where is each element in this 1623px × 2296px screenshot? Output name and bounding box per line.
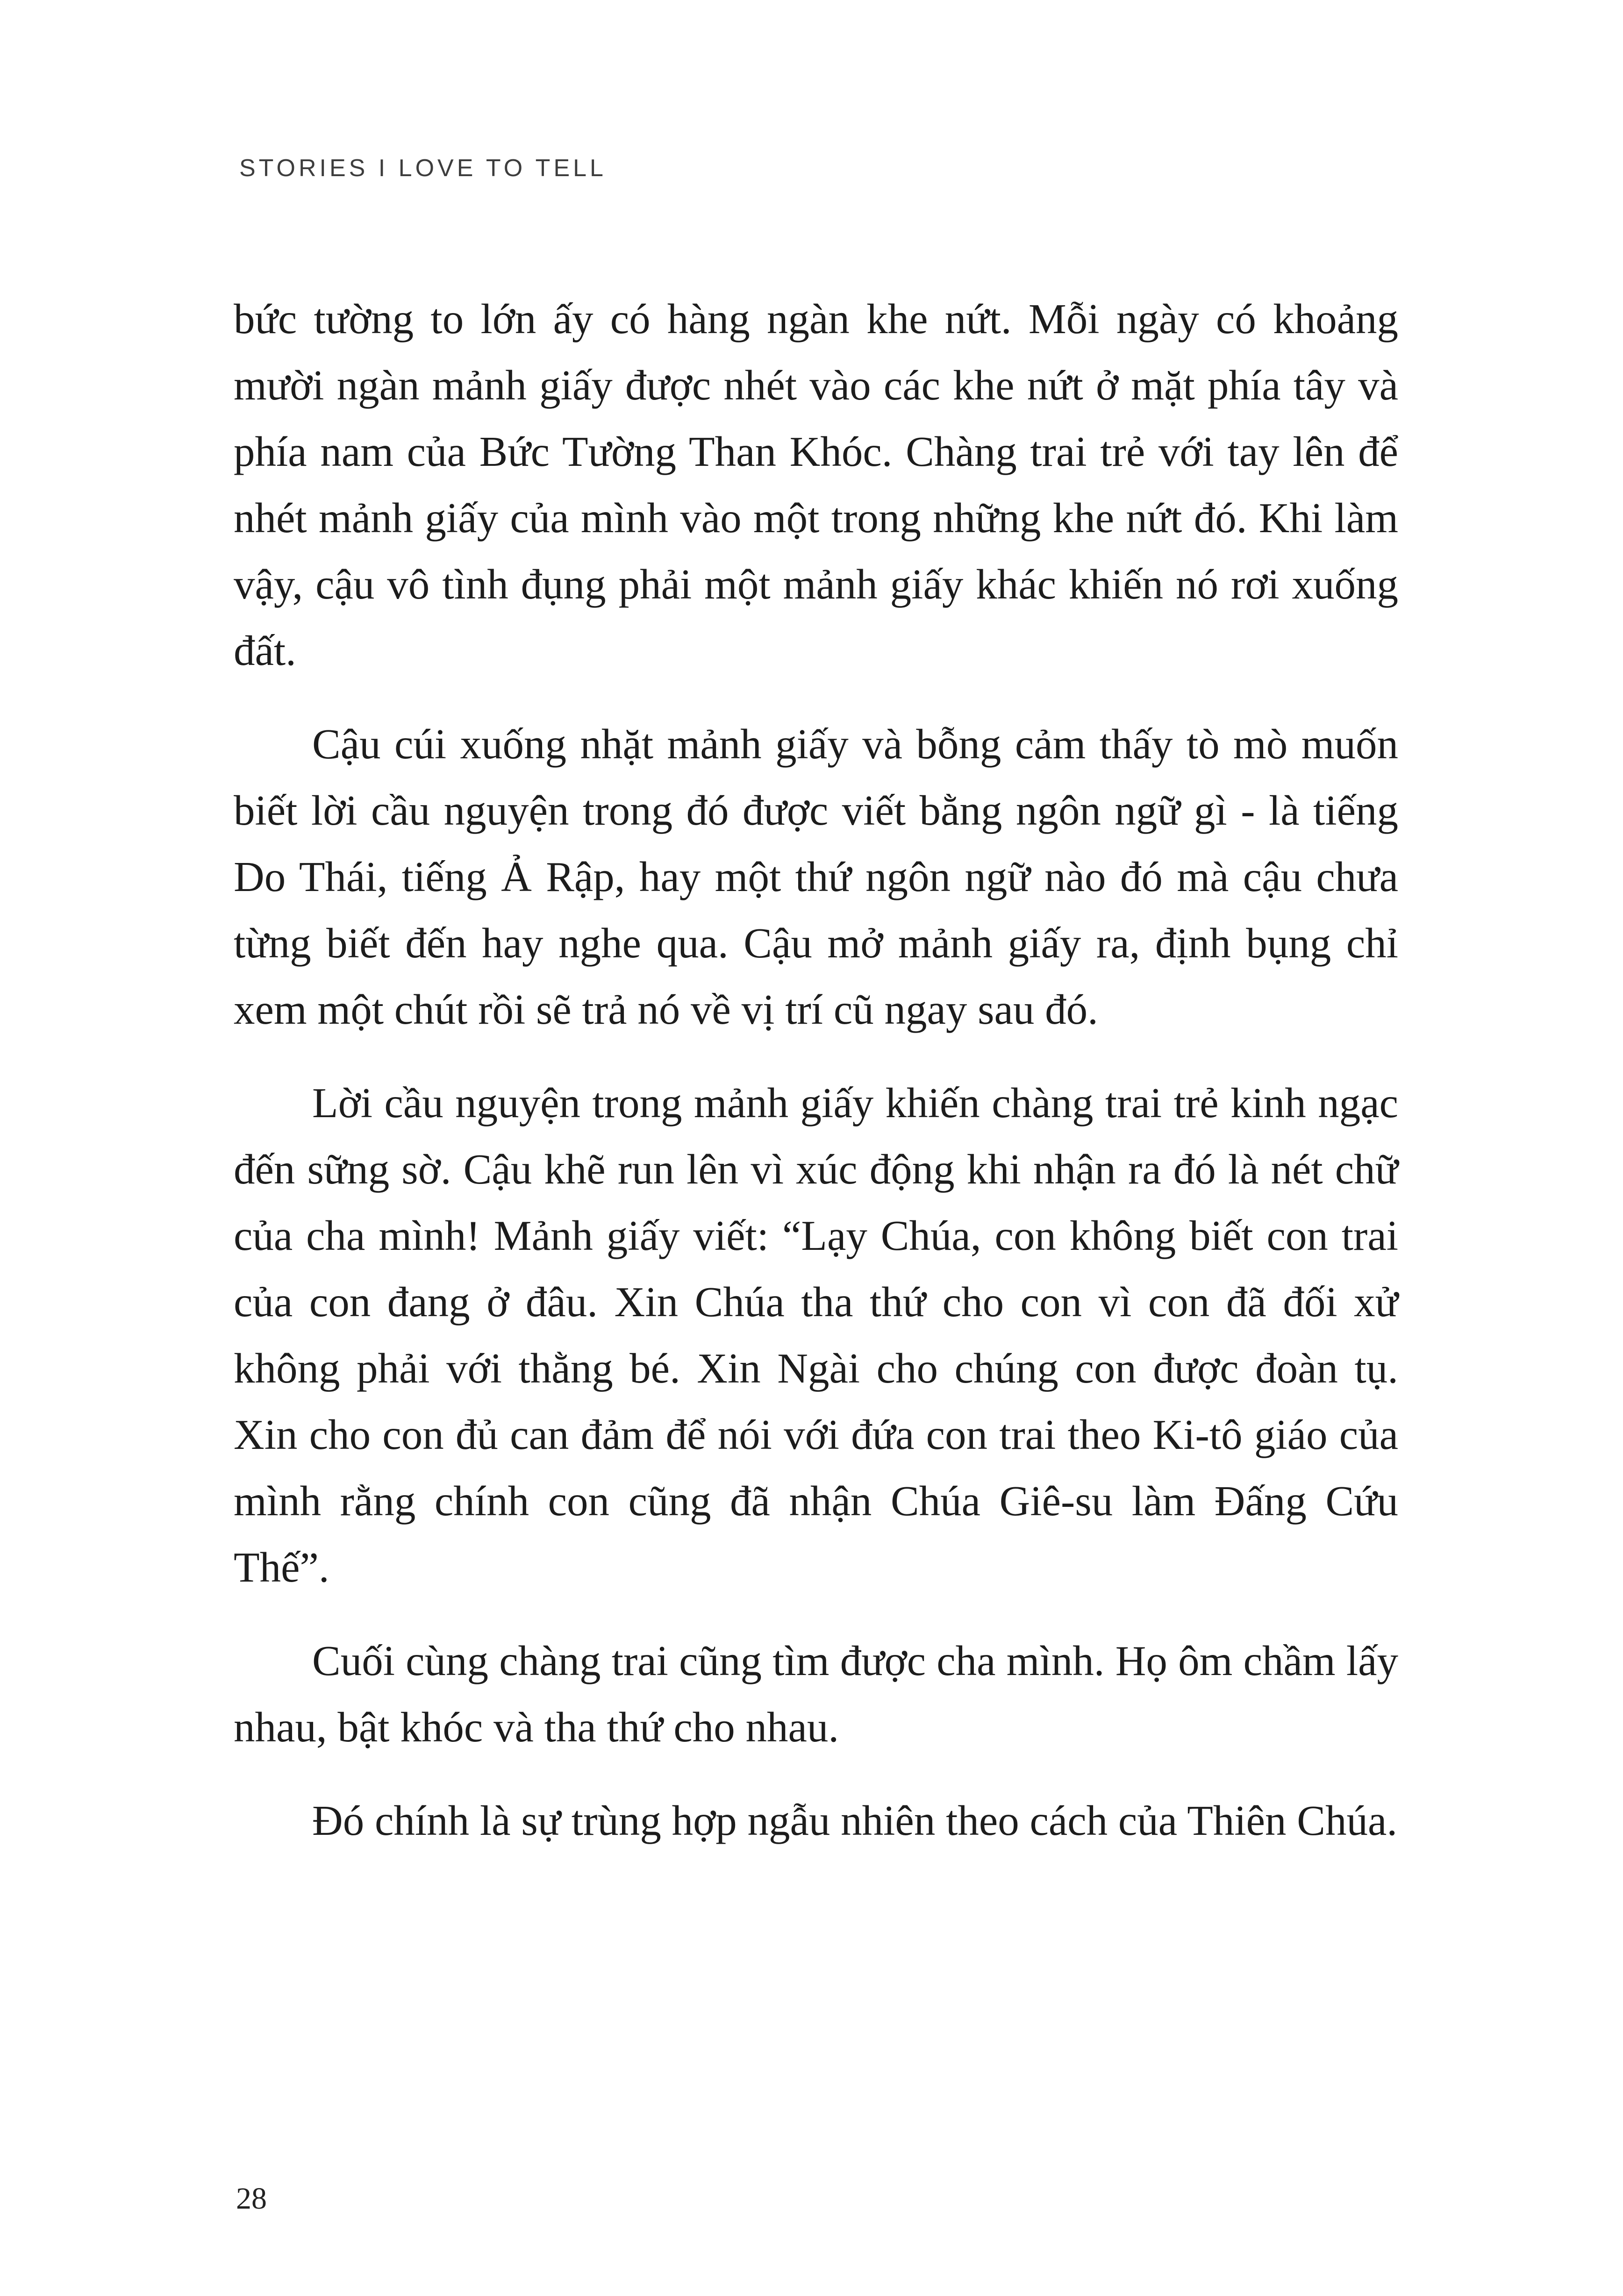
paragraph: Cuối cùng chàng trai cũng tìm được cha mình. Họ ôm chầm lấy nhau, bật khóc và tha thứ cho nhau. <box>234 1637 1398 1751</box>
paragraph: Cậu cúi xuống nhặt mảnh giấy và bỗng cảm thấy tò mò muốn biết lời cầu nguyện trong đó được viết bằng ngôn ngữ gì - là tiếng Do Thái, tiếng Ả Rập, hay một thứ ngôn ngữ nào đó mà cậu chưa từng biết đến hay nghe qua. Cậu mở mảnh giấy ra, định bụng chỉ xem một chút rồi sẽ trả nó về vị trí cũ ngay sau đó. <box>234 720 1398 1033</box>
page-number: 28 <box>236 2182 267 2216</box>
body-paragraphs <box>234 286 1398 1854</box>
running-header: STORIES I LOVE TO TELL <box>239 155 607 182</box>
paragraph: Lời cầu nguyện trong mảnh giấy khiến chàng trai trẻ kinh ngạc đến sững sờ. Cậu khẽ run lên vì xúc động khi nhận ra đó là nét chữ của cha mình! Mảnh giấy viết: “Lạy Chúa, con không biết con trai của con đang ở đâu. Xin Chúa tha thứ cho con vì con đã đối xử không phải với thằng bé. Xin Ngài cho chúng con được đoàn tụ. Xin cho con đủ can đảm để nói với đứa con trai theo Ki-tô giáo của mình rằng chính con cũng đã nhận Chúa Giê-su làm Đấng Cứu Thế”. <box>234 1079 1398 1591</box>
paragraph: bức tường to lớn ấy có hàng ngàn khe nứt. Mỗi ngày có khoảng mười ngàn mảnh giấy được nhét vào các khe nứt ở mặt phía tây và phía nam của Bức Tường Than Khóc. Chàng trai trẻ với tay lên để nhét mảnh giấy của mình vào một trong những khe nứt đó. Khi làm vậy, cậu vô tình đụng phải một mảnh giấy khác khiến nó rơi xuống đất. <box>234 295 1398 674</box>
paragraph: Đó chính là sự trùng hợp ngẫu nhiên theo cách của Thiên Chúa. <box>312 1797 1398 1844</box>
